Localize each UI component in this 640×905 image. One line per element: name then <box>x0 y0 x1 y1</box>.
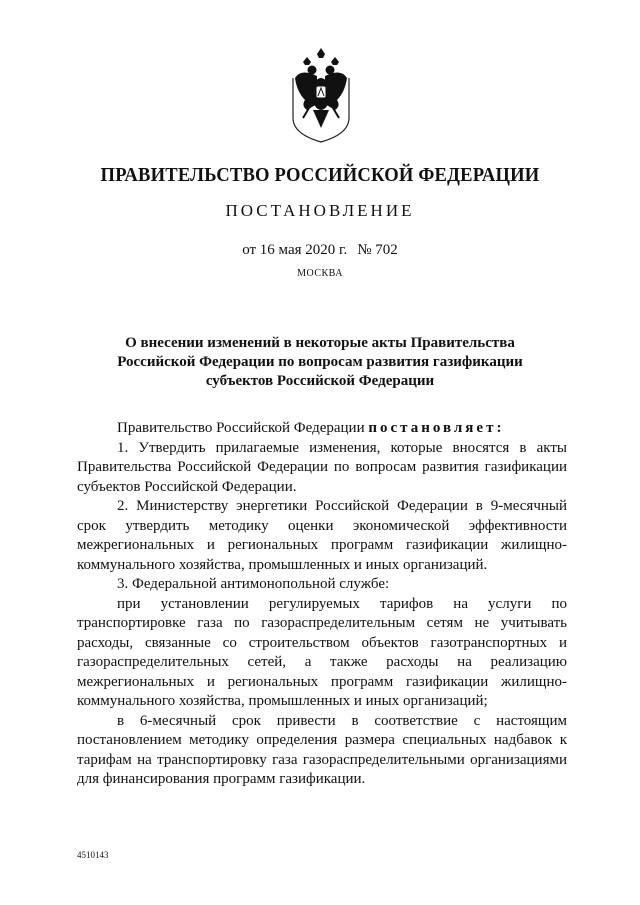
intro-resolves: постановляет: <box>368 420 505 436</box>
russian-coat-of-arms-icon <box>291 48 351 144</box>
document-body <box>77 419 567 790</box>
intro-prefix: Правительство Российской Федерации <box>117 420 365 436</box>
government-title: ПРАВИТЕЛЬСТВО РОССИЙСКОЙ ФЕДЕРАЦИИ <box>100 164 540 186</box>
date-number-line <box>0 242 640 259</box>
intro-paragraph <box>77 419 567 439</box>
paragraph-item-3: 3. Федеральной антимонопольной службе: <box>117 576 390 592</box>
paragraph-item-2: 2. Министерству энергетики Российской Федерации в 9-месячный срок утвердить методику оценки экономической эффективности межрегиональных и региональных программ газификации жилищно-коммунального хозяйства, промышленных и иных организаций. <box>77 498 567 573</box>
document-date: от 16 мая 2020 г. <box>242 242 348 258</box>
subject-line: О внесении изменений в некоторые акты Правительства <box>125 335 515 351</box>
subject-line: Российской Федерации по вопросам развития газификации <box>117 354 523 370</box>
paragraph-item-3b: в 6-месячный срок привести в соответствие с настоящим постановлением методику определения размера специальных надбавок к тарифам на транспортировку газа газораспределительными организациями для финансирования программ газификации. <box>77 712 567 787</box>
paragraph-item-1: 1. Утвердить прилагаемые изменения, которые вносятся в акты Правительства Российской Федерации по вопросам развития газификации субъектов Российской Федерации. <box>77 439 567 495</box>
city: МОСКВА <box>297 268 343 279</box>
document-subject <box>100 334 540 391</box>
document-number: № 702 <box>357 242 398 258</box>
paragraph-item-3a: при установлении регулируемых тарифов на услуги по транспортировке газа по газораспределительным сетям не учитывать расходы, связанные со строительством объектов газотранспортных и газораспределительных сетей, а также расходы на реализацию межрегиональных и региональных программ газификации жилищно-коммунального хозяйства, промышленных и иных организаций; <box>77 595 567 709</box>
footer-code: 4510143 <box>77 850 109 860</box>
document-type: ПОСТАНОВЛЕНИЕ <box>225 201 415 220</box>
subject-line: субъектов Российской Федерации <box>205 373 435 389</box>
